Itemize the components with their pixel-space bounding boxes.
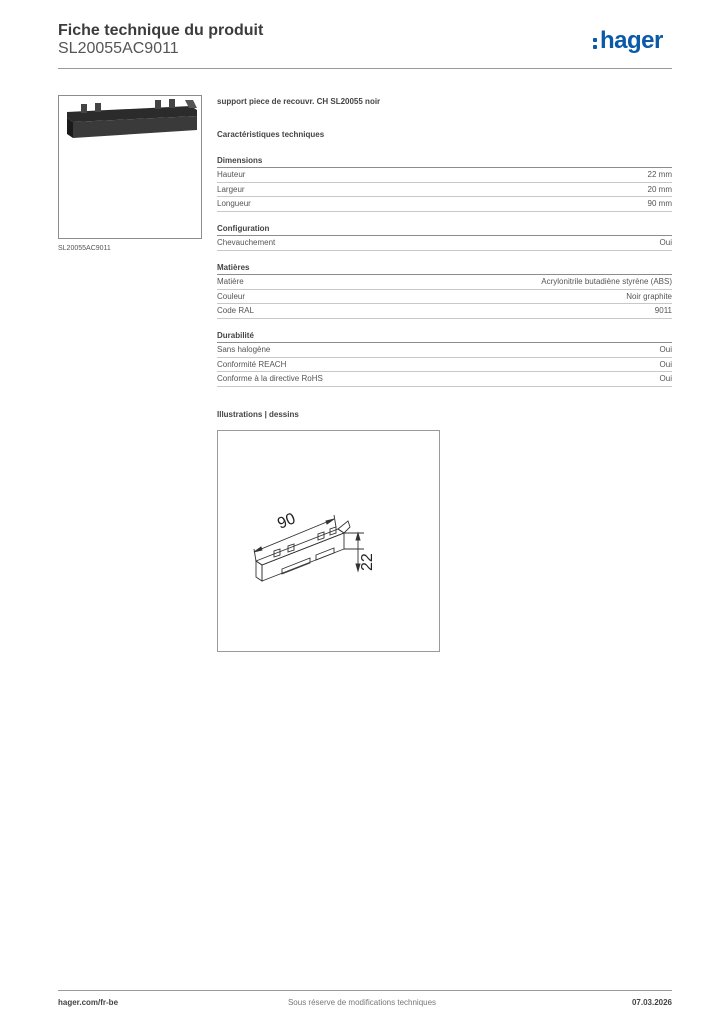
table-row — [217, 183, 672, 198]
row-label: Conforme à la directive RoHS — [217, 374, 323, 383]
dimension-drawing — [217, 430, 440, 652]
product-description: support piece de recouvr. CH SL20055 noir — [217, 97, 381, 106]
table-row — [217, 358, 672, 373]
table-row — [217, 236, 672, 251]
section-title: Matières — [217, 263, 250, 272]
footer-note: Sous réserve de modifications techniques — [287, 998, 437, 1007]
row-label: Conformité REACH — [217, 359, 287, 369]
row-label: Longueur — [217, 199, 251, 208]
product-photo — [58, 95, 202, 239]
illustrations-heading: Illustrations | dessins — [217, 410, 299, 419]
section-dimensions — [217, 155, 672, 212]
logo-dots-icon — [593, 38, 598, 52]
row-value: 20 mm — [647, 184, 672, 194]
product-reference: SL20055AC9011 — [58, 40, 179, 57]
technical-characteristics-heading: Caractéristiques techniques — [217, 130, 325, 139]
footer-divider — [58, 990, 672, 991]
section-materials — [217, 262, 672, 319]
row-value: Oui — [659, 374, 672, 383]
section-durability — [217, 330, 672, 387]
row-value: Oui — [659, 345, 672, 354]
section-title: Dimensions — [217, 156, 263, 165]
header-divider — [58, 68, 672, 69]
height-dimension-label: 22 — [359, 553, 376, 571]
row-value: Noir graphite — [626, 291, 672, 301]
row-label: Code RAL — [217, 306, 254, 315]
section-title: Configuration — [217, 224, 270, 233]
row-label: Sans halogène — [217, 345, 271, 354]
row-label: Hauteur — [217, 170, 246, 179]
row-label: Matière — [217, 277, 244, 286]
page-title: Fiche technique du produit — [58, 22, 264, 39]
table-row — [217, 372, 672, 387]
table-row — [217, 275, 672, 290]
table-row — [217, 168, 672, 183]
brand-name: hager — [600, 27, 663, 54]
table-row — [217, 304, 672, 319]
row-label: Largeur — [217, 184, 245, 194]
product-photo-caption: SL20055AC9011 — [58, 245, 111, 252]
section-title: Durabilité — [217, 331, 254, 340]
length-dimension-label: 90 — [275, 510, 298, 533]
website-link[interactable]: hager.com/fr-be — [58, 998, 119, 1007]
row-value: Oui — [659, 359, 672, 369]
table-row — [217, 343, 672, 358]
row-value: Acrylonitrile butadiène styrène (ABS) — [541, 277, 672, 286]
row-label: Couleur — [217, 291, 246, 301]
table-row — [217, 290, 672, 305]
row-label: Chevauchement — [217, 238, 276, 247]
footer-date: 07.03.2026 — [631, 998, 672, 1007]
row-value: Oui — [659, 238, 672, 247]
table-row — [217, 197, 672, 212]
technical-drawing-icon — [218, 431, 439, 651]
row-value: 90 mm — [647, 199, 672, 208]
cover-support-piece-icon — [59, 96, 201, 238]
row-value: 9011 — [654, 306, 672, 315]
row-value: 22 mm — [647, 170, 672, 179]
section-configuration — [217, 223, 672, 251]
